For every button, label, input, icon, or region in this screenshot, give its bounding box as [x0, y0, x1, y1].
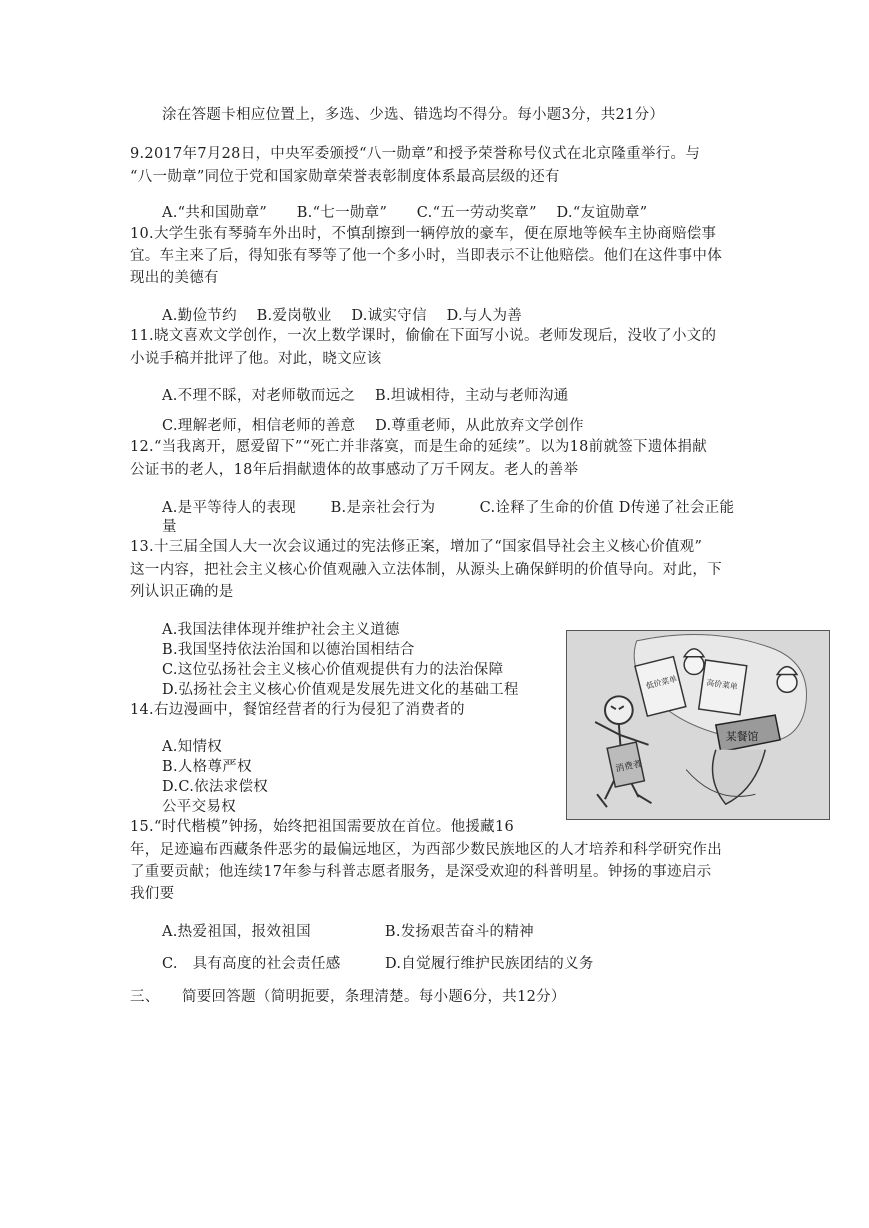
cartoon-illustration	[567, 631, 829, 819]
q9-options: A.“共和国勋章” B.“七一勋章” C.“五一劳动奖章” D.“友谊勋章”	[162, 205, 648, 221]
q15-stem-line-1: 15.“时代楷模”钟扬，始终把祖国需要放在首位。他援藏16	[130, 819, 515, 835]
q12-stem-line-2: 公证书的老人，18年后捐献遗体的故事感动了万千网友。老人的善举	[130, 462, 579, 478]
q10-stem-line-2: 宜。车主来了后，得知张有琴等了他一个多小时，当即表示不让他赔偿。他们在这件事中体	[130, 248, 722, 264]
header-line: 涂在答题卡相应位置上，多选、少选、错选均不得分。每小题3分，共21分）	[162, 107, 665, 123]
q15-stem-line-2: 年，足迹遍布西藏条件恶劣的最偏远地区，为西部少数民族地区的人才培养和科学研究作出	[130, 842, 722, 858]
q14-option-a: A.知情权	[162, 739, 223, 755]
q14-option-b: B.人格尊严权	[162, 759, 252, 775]
menu-high-label: 高价菜单	[705, 678, 739, 692]
q12-options-line-1: A.是平等待人的表现 B.是亲社会行为 C.诠释了生命的价值 D传递了社会正能	[162, 500, 735, 516]
q13-stem-line-3: 列认识正确的是	[130, 584, 234, 600]
q13-option-b: B.我国坚持依法治国和以德治国相结合	[162, 642, 415, 658]
q14-option-d-tail: 公平交易权	[162, 799, 236, 815]
q11-stem-line-1: 11.晓文喜欢文学创作，一次上数学课时，偷偷在下面写小说。老师发现后，没收了小文的	[130, 328, 717, 344]
q11-stem-line-2: 小说手稿并批评了他。对此，晓文应该	[130, 351, 382, 367]
menu-low-label: 低价菜单	[645, 674, 678, 691]
q13-option-c: C.这位弘扬社会主义核心价值观提供有力的法治保障	[162, 662, 504, 678]
q15-stem-line-3: 了重要贡献；他连续17年参与科普志愿者服务，是深受欢迎的科普明星。钟扬的事迹启示	[130, 864, 712, 880]
q15-options-cd: C. 具有高度的社会责任感 D.自觉履行维护民族团结的义务	[162, 956, 594, 972]
q13-option-d: D.弘扬社会主义核心价值观是发展先进文化的基础工程	[162, 682, 519, 698]
q9-stem-line-2: “八一勋章”同位于党和国家勋章荣誉表彰制度体系最高层级的还有	[130, 169, 560, 185]
q13-option-a: A.我国法律体现并维护社会主义道德	[162, 622, 400, 638]
q15-stem-line-4: 我们要	[130, 886, 175, 902]
q11-options-cd: C.理解老师，相信老师的善意 D.尊重老师，从此放弃文学创作	[162, 418, 584, 434]
q10-stem-line-1: 10.大学生张有琴骑车外出时，不慎刮擦到一辆停放的豪车，便在原地等候车主协商赔偿事	[130, 226, 717, 242]
q9-stem-line-1: 9.2017年7月28日，中央军委颁授“八一勋章”和授予荣誉称号仪式在北京隆重举行。与	[130, 146, 701, 162]
restaurant-sign: 某餐馆	[725, 729, 759, 743]
section-3-heading: 三、 简要回答题（简明扼要，条理清楚。每小题6分，共12分）	[130, 989, 566, 1005]
q15-options-ab: A.热爱祖国，报效祖国 B.发扬艰苦奋斗的精神	[162, 924, 534, 940]
restaurant-cartoon	[566, 630, 830, 820]
q10-stem-line-3: 现出的美德有	[130, 270, 219, 286]
q13-stem-line-2: 这一内容，把社会主义核心价值观融入立法体制，从源头上确保鲜明的价值导向。对此，下	[130, 562, 722, 578]
q11-options-ab: A.不理不睬，对老师敬而远之 B.坦诚相待，主动与老师沟通	[162, 388, 569, 404]
q12-stem-line-1: 12.“当我离开，愿爱留下”“死亡并非落寞，而是生命的延续”。以为18前就签下遗体捐献	[130, 439, 708, 455]
q12-options-line-2: 量	[162, 519, 177, 535]
q10-options: A.勤俭节约 B.爱岗敬业 D.诚实守信 D.与人为善	[162, 308, 523, 324]
consumer-label: 消费者	[614, 759, 643, 775]
q13-stem-line-1: 13.十三届全国人大一次会议通过的宪法修正案，增加了“国家倡导社会主义核心价值观”	[130, 539, 703, 555]
q14-stem: 14.右边漫画中，餐馆经营者的行为侵犯了消费者的	[130, 702, 465, 718]
q14-option-dc: D.C.依法求偿权	[162, 779, 269, 795]
